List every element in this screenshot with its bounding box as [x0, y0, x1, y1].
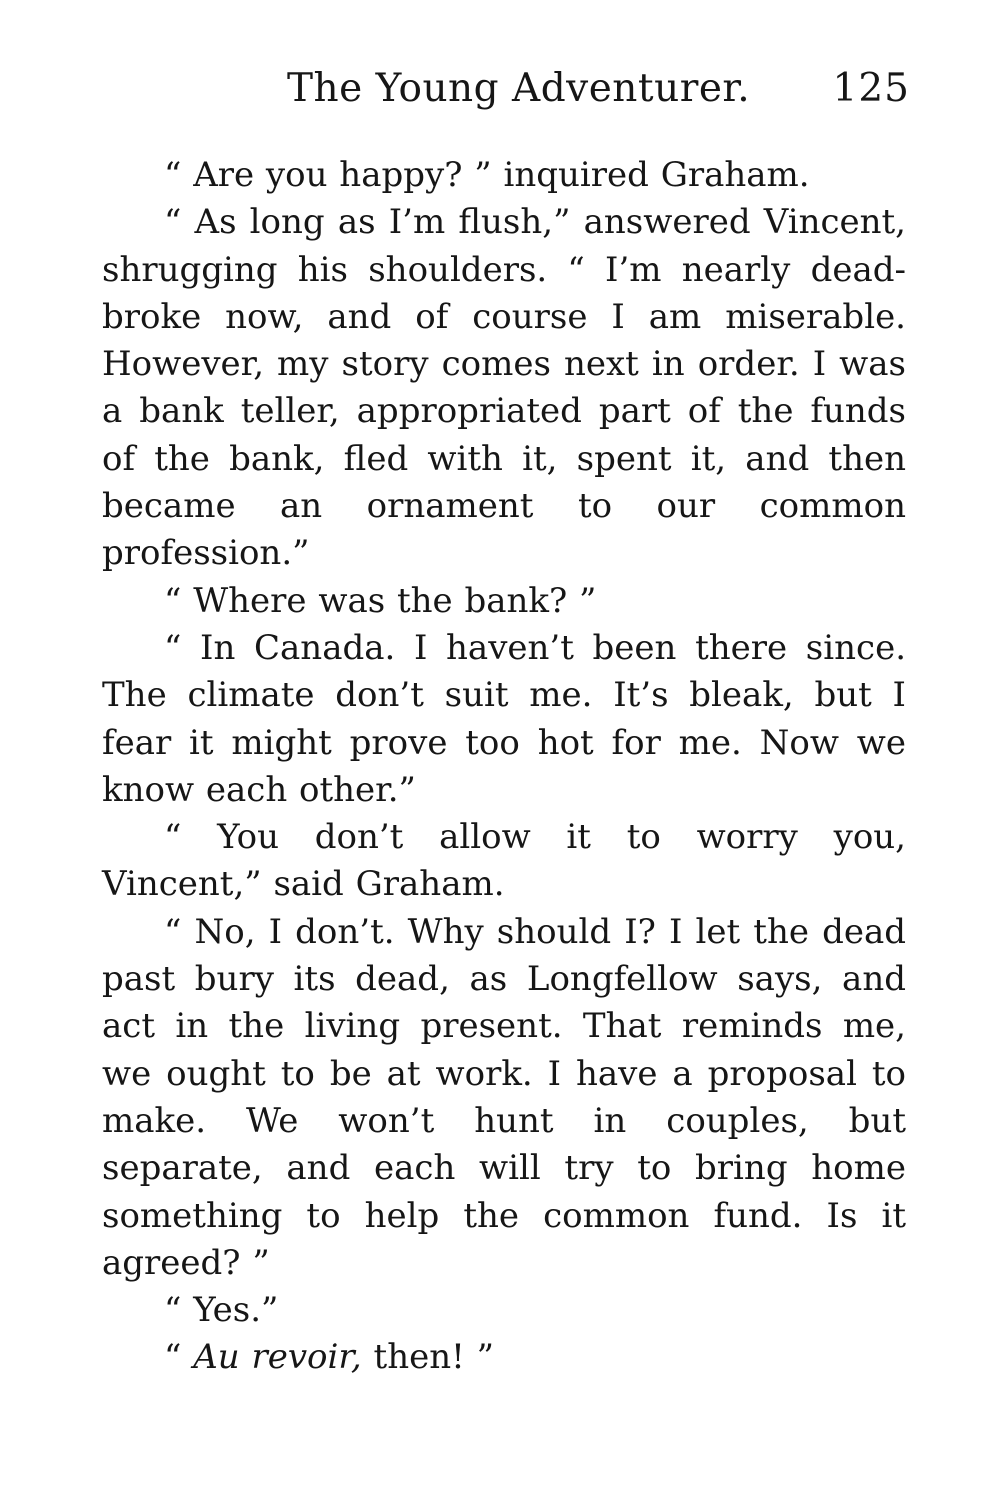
open-quote: “ — [164, 1337, 194, 1378]
running-title: The Young Adventurer. — [287, 66, 751, 111]
paragraph-last — [102, 1334, 906, 1381]
paragraph: “ In Canada. I haven’t been there since. The climate don’t suit me. It’s bleak, but I fear it might prove too hot for me. Now we know each other.” — [102, 627, 906, 810]
paragraph: “ You don’t allow it to worry you, Vincent,” said Graham. — [102, 817, 906, 905]
paragraph: “ As long as I’m flush,” answered Vincent, shrugging his shoulders. “ I’m nearly dead-broke now, and of course I am miserable. However, my story comes next in order. I was a bank teller, appropriated part of the funds of the bank, fled with it, spent it, and then became an ornament to our common profession.” — [102, 202, 906, 574]
paragraph: “ Yes.” — [164, 1290, 279, 1331]
paragraph: “ Are you happy? ” inquired Graham. — [164, 155, 810, 195]
closing-text: then! ” — [361, 1337, 494, 1378]
paragraph: “ Where was the bank? ” — [164, 580, 597, 621]
italic-phrase: Au revoir, — [193, 1337, 362, 1378]
running-header — [100, 66, 910, 118]
page-body — [102, 152, 906, 1382]
page-number: 125 — [832, 66, 910, 111]
paragraph: “ No, I don’t. Why should I? I let the dead past bury its dead, as Longfellow says, and act in the living present. That reminds me, we ought to be at work. I have a proposal to make. We won’t hunt in couples, but separate, and each will try to bring home something to help the common fund. Is it agreed? ” — [102, 911, 906, 1283]
